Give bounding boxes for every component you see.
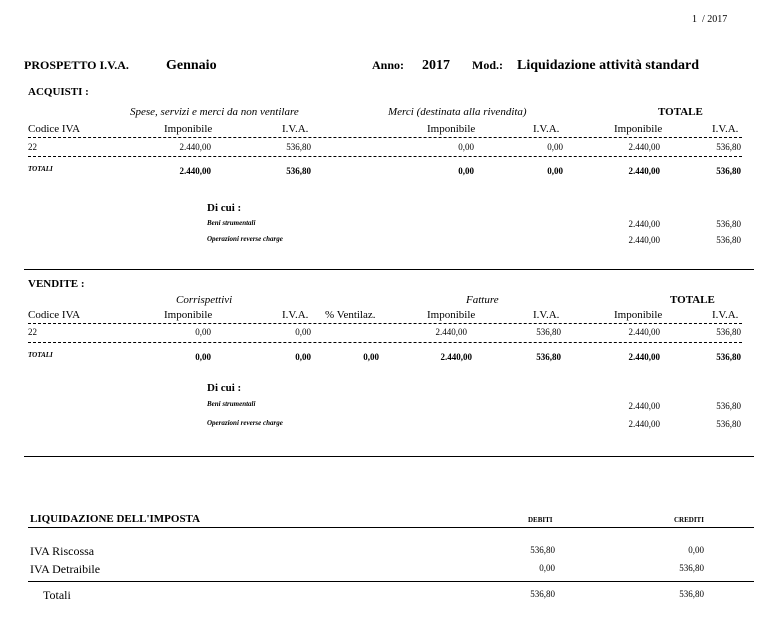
acquisti-totali-iva1: 536,80	[286, 166, 311, 176]
acquisti-row-imp1: 2.440,00	[179, 142, 211, 152]
vendite-totali-iva1: 0,00	[295, 352, 311, 362]
acquisti-col-codice: Codice IVA	[28, 123, 81, 135]
vendite-group-corrispettivi: Corrispettivi	[176, 294, 233, 306]
vendite-totali-imp2: 2.440,00	[440, 352, 472, 362]
acquisti-group-totale: TOTALE	[658, 106, 703, 118]
vendite-dicui: Di cui :	[207, 382, 242, 394]
acquisti-reverse-imp: 2.440,00	[628, 235, 660, 245]
liquidazione-col-debiti: DEBITI	[528, 516, 553, 524]
acquisti-beni-label: Beni strumentali	[207, 219, 256, 227]
mod-value: Liquidazione attività standard	[517, 58, 700, 73]
vendite-col-iva-tot: I.V.A.	[712, 309, 739, 321]
page-year: 2017	[707, 14, 728, 25]
acquisti-col-iva-2: I.V.A.	[533, 123, 560, 135]
year-value: 2017	[422, 58, 450, 73]
vendite-row-iva2: 536,80	[536, 327, 561, 337]
vendite-reverse-iva: 536,80	[716, 419, 741, 429]
vendite-col-imponibile-tot: Imponibile	[614, 309, 663, 321]
acquisti-beni-iva: 536,80	[716, 219, 741, 229]
acquisti-totali-iva2: 0,00	[547, 166, 563, 176]
acquisti-row-ivat: 536,80	[716, 142, 741, 152]
acquisti-reverse-label: Operazioni reverse charge	[207, 235, 283, 243]
totali-debiti: 536,80	[530, 589, 555, 599]
vendite-col-codice: Codice IVA	[28, 309, 81, 321]
totali-label: Totali	[43, 588, 71, 602]
page-number	[692, 14, 727, 25]
vendite-row-rule	[28, 342, 742, 343]
vendite-row-imp1: 0,00	[195, 327, 211, 337]
vendite-row-ivat: 536,80	[716, 327, 741, 337]
vendite-group-totale: TOTALE	[670, 294, 715, 306]
page-number-value: 1	[692, 14, 697, 25]
vendite-col-iva-2: I.V.A.	[533, 309, 560, 321]
acquisti-title: ACQUISTI :	[28, 86, 89, 98]
vendite-section-divider	[24, 456, 754, 457]
vendite-beni-iva: 536,80	[716, 401, 741, 411]
vendite-beni-imp: 2.440,00	[628, 401, 660, 411]
vendite-row-codice: 22	[28, 327, 37, 337]
vendite-totali-imp1: 0,00	[195, 352, 211, 362]
iva-detraibile-label: IVA Detraibile	[30, 562, 101, 576]
vendite-col-imponibile-1: Imponibile	[164, 309, 213, 321]
report-title: PROSPETTO I.V.A.	[24, 58, 129, 72]
vendite-header-rule	[28, 323, 742, 324]
vendite-col-iva-1: I.V.A.	[282, 309, 309, 321]
acquisti-row-impt: 2.440,00	[628, 142, 660, 152]
liquidazione-col-crediti: CREDITI	[674, 516, 704, 524]
iva-riscossa-debiti: 536,80	[530, 545, 555, 555]
acquisti-col-imponibile-tot: Imponibile	[614, 123, 663, 135]
acquisti-section-divider	[24, 269, 754, 270]
liquidazione-title: LIQUIDAZIONE DELL'IMPOSTA	[30, 513, 201, 525]
acquisti-row-rule	[28, 156, 742, 157]
vendite-beni-label: Beni strumentali	[207, 400, 256, 408]
vendite-totali-ivat: 536,80	[716, 352, 741, 362]
liquidazione-header-rule	[28, 527, 754, 528]
acquisti-row-iva1: 536,80	[286, 142, 311, 152]
acquisti-col-iva-tot: I.V.A.	[712, 123, 739, 135]
iva-riscossa-label: IVA Riscossa	[30, 544, 95, 558]
acquisti-row-iva2: 0,00	[547, 142, 563, 152]
acquisti-row-imp2: 0,00	[458, 142, 474, 152]
vendite-row-impt: 2.440,00	[628, 327, 660, 337]
vendite-totali-iva2: 536,80	[536, 352, 561, 362]
vendite-totali-ventilaz: 0,00	[363, 352, 379, 362]
vendite-reverse-imp: 2.440,00	[628, 419, 660, 429]
vendite-totali-label: TOTALI	[28, 351, 53, 359]
vendite-totali-impt: 2.440,00	[628, 352, 660, 362]
acquisti-totali-label: TOTALI	[28, 165, 53, 173]
acquisti-totali-ivat: 536,80	[716, 166, 741, 176]
acquisti-beni-imp: 2.440,00	[628, 219, 660, 229]
acquisti-totali-imp1: 2.440,00	[179, 166, 211, 176]
vendite-title: VENDITE :	[28, 278, 85, 290]
page-separator: /	[702, 14, 705, 25]
vendite-col-ventilaz: % Ventilaz.	[325, 309, 376, 321]
acquisti-totali-imp2: 0,00	[458, 166, 474, 176]
vendite-group-fatture: Fatture	[466, 294, 499, 306]
acquisti-group-spese: Spese, servizi e merci da non ventilare	[130, 106, 299, 118]
liquidazione-totali-rule	[28, 581, 754, 582]
mod-label: Mod.:	[472, 58, 503, 72]
acquisti-col-imponibile-2: Imponibile	[427, 123, 476, 135]
acquisti-group-merci: Merci (destinata alla rivendita)	[388, 106, 527, 118]
vendite-col-imponibile-2: Imponibile	[427, 309, 476, 321]
acquisti-col-imponibile-1: Imponibile	[164, 123, 213, 135]
acquisti-row-codice: 22	[28, 142, 37, 152]
report-month: Gennaio	[166, 58, 217, 73]
acquisti-header-rule	[28, 137, 742, 138]
iva-riscossa-crediti: 0,00	[688, 545, 704, 555]
year-label: Anno:	[372, 58, 405, 72]
iva-detraibile-crediti: 536,80	[679, 563, 704, 573]
acquisti-col-iva-1: I.V.A.	[282, 123, 309, 135]
vendite-row-imp2: 2.440,00	[435, 327, 467, 337]
acquisti-reverse-iva: 536,80	[716, 235, 741, 245]
acquisti-dicui: Di cui :	[207, 202, 242, 214]
iva-detraibile-debiti: 0,00	[539, 563, 555, 573]
vendite-row-iva1: 0,00	[295, 327, 311, 337]
totali-crediti: 536,80	[679, 589, 704, 599]
vendite-reverse-label: Operazioni reverse charge	[207, 419, 283, 427]
acquisti-totali-impt: 2.440,00	[628, 166, 660, 176]
